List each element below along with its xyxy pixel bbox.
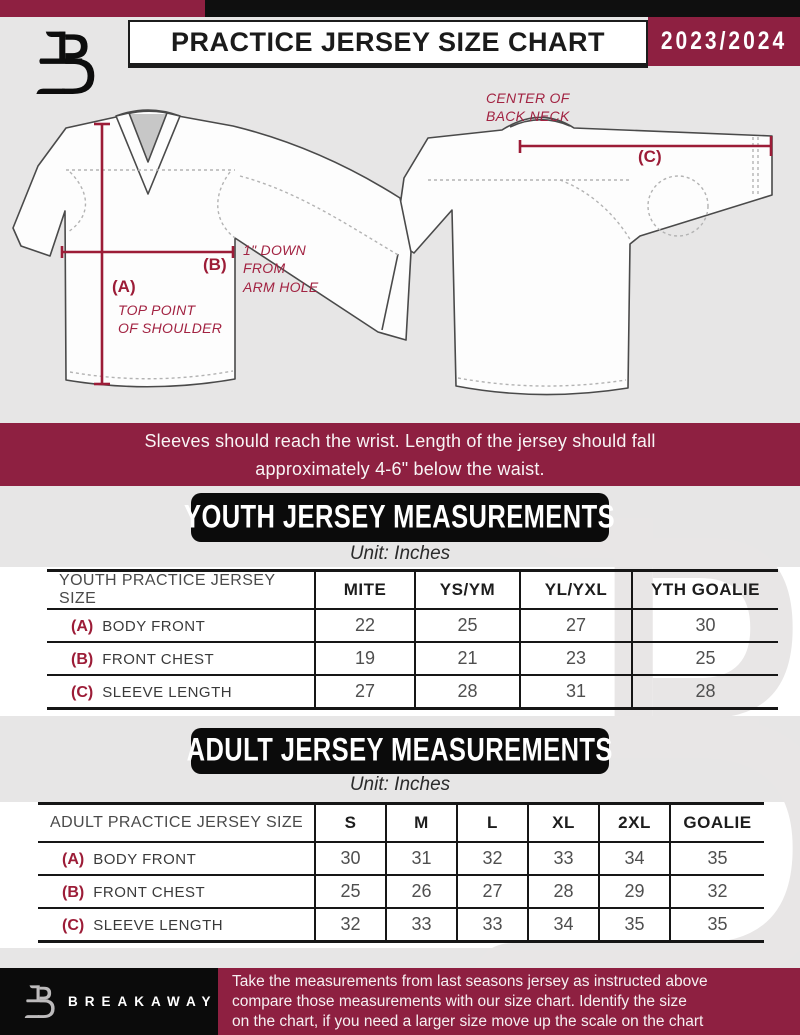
notice-line-2: approximately 4-6" below the waist. <box>255 458 545 479</box>
title-box <box>128 20 648 68</box>
cell: 30 <box>632 609 778 642</box>
adult-heading-box <box>186 728 614 774</box>
column-header: YL/YXL <box>520 571 632 610</box>
cell: 21 <box>415 642 520 675</box>
cell: 25 <box>632 642 778 675</box>
cell: 27 <box>520 609 632 642</box>
table-header-row <box>47 571 778 610</box>
cell: 32 <box>670 875 764 908</box>
cell: 19 <box>315 642 415 675</box>
cell: 33 <box>457 908 528 942</box>
cell: 35 <box>670 842 764 875</box>
column-header: YS/YM <box>415 571 520 610</box>
cell: 29 <box>599 875 670 908</box>
youth-size-table <box>47 569 778 710</box>
armhole-note: 1" DOWN FROM ARM HOLE <box>243 242 319 295</box>
cell: 22 <box>315 609 415 642</box>
front-jersey-drawing <box>13 110 411 387</box>
cell: 28 <box>632 675 778 709</box>
column-header: MITE <box>315 571 415 610</box>
table-row <box>38 875 764 908</box>
cell: 30 <box>315 842 386 875</box>
footer-line-1: Take the measurements from last seasons jersey as instructed above <box>232 972 708 990</box>
cell: 34 <box>528 908 599 942</box>
cell: 27 <box>315 675 415 709</box>
table-row <box>47 609 778 642</box>
adult-size-label: ADULT PRACTICE JERSEY SIZE <box>50 814 304 831</box>
adult-size-table <box>38 802 764 943</box>
column-header: GOALIE <box>670 804 764 843</box>
label-a: (A) <box>112 277 136 296</box>
table-row <box>47 642 778 675</box>
brand-name: BREAKAWAY <box>68 994 218 1009</box>
youth-heading: YOUTH JERSEY MEASUREMENTS <box>184 499 616 535</box>
cell: 35 <box>599 908 670 942</box>
table-row <box>38 842 764 875</box>
cell: 28 <box>415 675 520 709</box>
row-label: (A) BODY FRONT <box>62 851 197 868</box>
youth-size-label: YOUTH PRACTICE JERSEY SIZE <box>59 572 276 607</box>
adult-unit-label: Unit: Inches <box>349 774 451 795</box>
table-row <box>38 908 764 942</box>
row-label: (C) SLEEVE LENGTH <box>71 684 233 701</box>
notice-line-1: Sleeves should reach the wrist. Length of the jersey should fall <box>144 430 656 451</box>
cell: 35 <box>670 908 764 942</box>
footer-line-3: on the chart, if you need a larger size move up the scale on the chart <box>232 1012 704 1030</box>
row-label: (B) FRONT CHEST <box>62 884 206 901</box>
fit-notice-banner <box>0 423 800 486</box>
column-header: XL <box>528 804 599 843</box>
column-header: L <box>457 804 528 843</box>
jersey-diagrams <box>0 80 800 425</box>
back-neck-note: CENTER OF BACK NECK <box>486 90 570 125</box>
cell: 32 <box>457 842 528 875</box>
row-label: (A) BODY FRONT <box>71 618 206 635</box>
column-header: M <box>386 804 457 843</box>
page-title: PRACTICE JERSEY SIZE CHART <box>170 27 606 57</box>
row-label: (C) SLEEVE LENGTH <box>62 917 224 934</box>
cell: 25 <box>415 609 520 642</box>
cell: 33 <box>528 842 599 875</box>
adult-heading: ADULT JERSEY MEASUREMENTS <box>186 732 614 769</box>
column-header: YTH GOALIE <box>632 571 778 610</box>
back-jersey-drawing <box>395 117 772 394</box>
breakaway-logo-icon-footer <box>24 984 56 1019</box>
cell: 33 <box>386 908 457 942</box>
table-row <box>47 675 778 709</box>
cell: 27 <box>457 875 528 908</box>
footer-brand-box <box>0 968 218 1035</box>
cell: 26 <box>386 875 457 908</box>
cell: 31 <box>520 675 632 709</box>
footer-instructions <box>218 968 800 1035</box>
label-b: (B) <box>203 255 227 274</box>
cell: 32 <box>315 908 386 942</box>
top-maroon-bar <box>0 0 205 17</box>
youth-unit-label: Unit: Inches <box>349 543 451 564</box>
season-label: 2023/2024 <box>660 27 788 55</box>
cell: 34 <box>599 842 670 875</box>
shoulder-note: TOP POINT OF SHOULDER <box>118 302 223 337</box>
footer-line-2: compare those measurements with our size chart. Identify the size <box>232 992 687 1010</box>
season-box <box>648 17 800 66</box>
cell: 25 <box>315 875 386 908</box>
row-label: (B) FRONT CHEST <box>71 651 215 668</box>
table-header-row <box>38 804 764 843</box>
column-header: 2XL <box>599 804 670 843</box>
youth-heading-box <box>184 493 616 542</box>
label-c: (C) <box>638 147 662 166</box>
cell: 31 <box>386 842 457 875</box>
column-header: S <box>315 804 386 843</box>
cell: 28 <box>528 875 599 908</box>
cell: 23 <box>520 642 632 675</box>
